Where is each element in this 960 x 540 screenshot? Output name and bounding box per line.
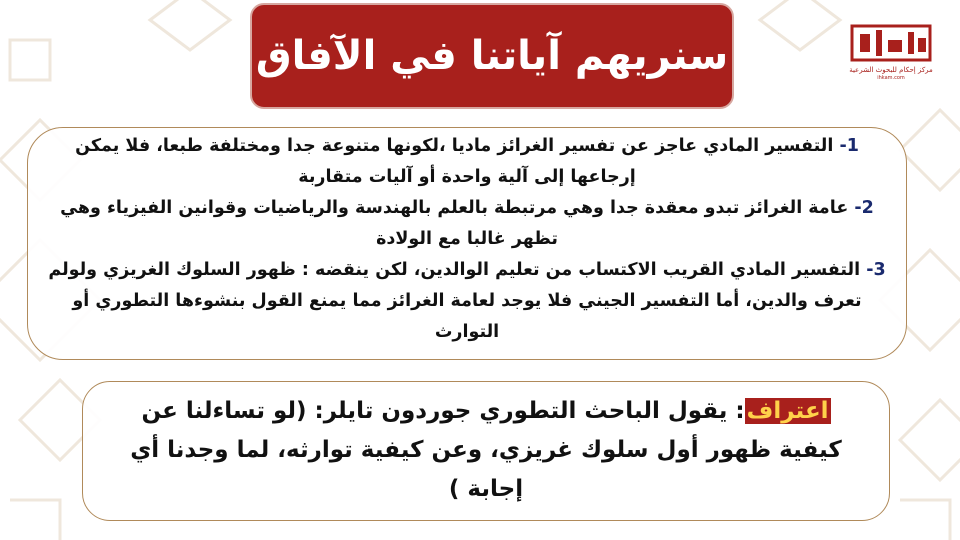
point-number: 1-: [839, 136, 859, 156]
quote-label: اعتراف: [746, 398, 829, 424]
point-1: [46, 131, 888, 193]
point-2: [46, 193, 888, 255]
point-number: 2-: [854, 198, 874, 218]
point-text: عامة الغرائز تبدو معقدة جدا وهي مرتبطة بالعلم بالهندسة والرياضيات وقوانين الفيزياء وهي تظهر غالبا مع الولادة: [60, 198, 849, 249]
title-banner: [250, 3, 734, 109]
ihkam-logo-icon: [850, 22, 932, 64]
slide-title: سنريهم آياتنا في الآفاق: [255, 33, 729, 79]
quote-box: [82, 381, 890, 521]
point-number: 3-: [866, 260, 886, 280]
point-text: التفسير المادي القريب الاكتساب من تعليم الوالدين، لكن ينقضه : ظهور السلوك الغريزي ولولم تعرف والدين، أما التفسير الجيني فلا يوجد لعامة الغرائز مما يمنع القول بنشوءها التطوري أو التوارث: [48, 260, 862, 342]
points-box: [27, 127, 907, 360]
point-text: التفسير المادي عاجز عن تفسير الغرائز ماديا ،لكونها متنوعة جدا ومختلفة طبعا، فلا يمكن إرجاعها إلى آلية واحدة أو آليات متقاربة: [75, 136, 834, 187]
logo: [846, 22, 936, 94]
point-3: [46, 255, 888, 348]
logo-small-text: ihkam.com: [877, 75, 905, 81]
quote-text: : يقول الباحث التطوري جوردون تايلر: (لو تساءلنا عن كيفية ظهور أول سلوك غريزي، وعن كيفية توارثه، لما وجدنا أي إجابة ): [130, 398, 842, 502]
quote-paragraph: [107, 392, 865, 509]
logo-subtitle: مركز إحكام للبحوث الشرعية: [849, 66, 933, 74]
